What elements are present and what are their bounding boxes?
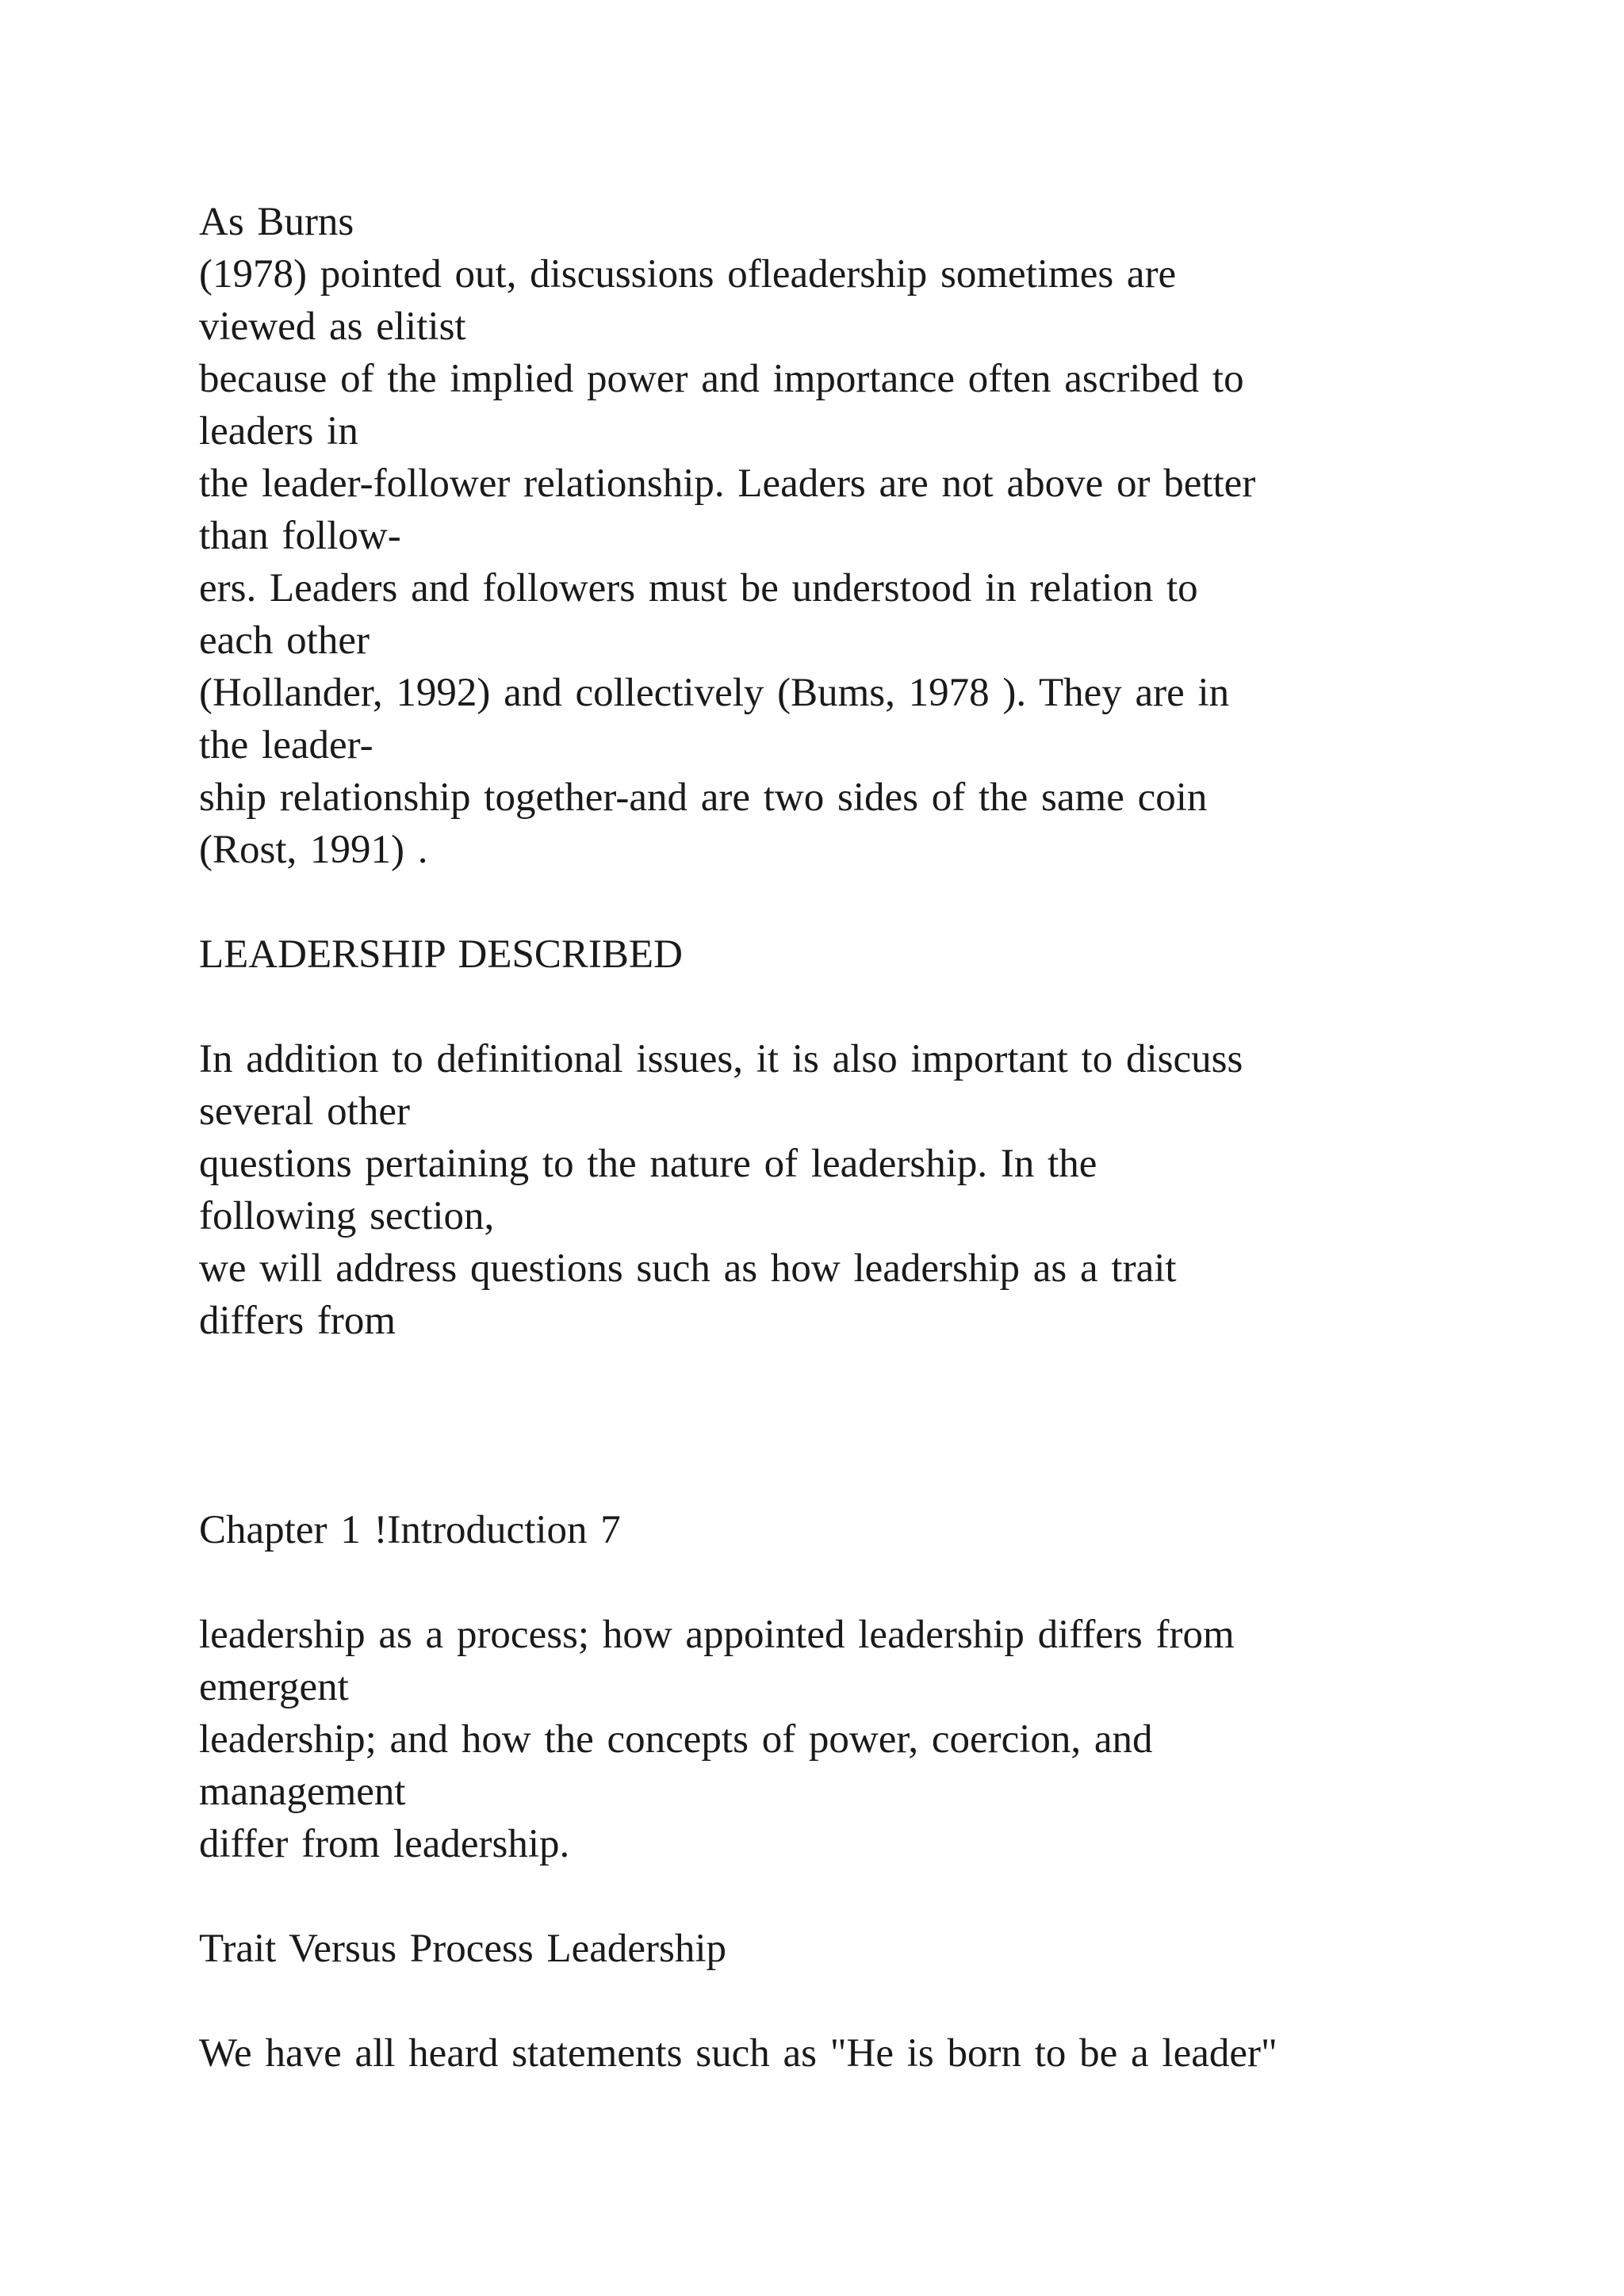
- text-line: management: [199, 1770, 406, 1814]
- blank-line: [199, 1870, 1507, 1923]
- text-line: As Burns: [199, 200, 354, 244]
- text-line: ship relationship together-and are two sides of the same coin: [199, 775, 1208, 820]
- paragraph-definitional-issues: [199, 1033, 1507, 1347]
- text-line: following section,: [199, 1194, 495, 1238]
- text-line: leaders in: [199, 409, 358, 453]
- blank-line: [199, 981, 1507, 1033]
- document-body: [199, 196, 1507, 2080]
- text-line: differ from leadership.: [199, 1822, 570, 1866]
- blank-space: [199, 1347, 1507, 1504]
- running-header: Chapter 1 !Introduction 7: [199, 1508, 621, 1552]
- text-line: than follow-: [199, 514, 401, 558]
- paragraph-burns: [199, 196, 1507, 876]
- text-line: leadership; and how the concepts of power, coercion, and: [199, 1717, 1153, 1762]
- text-line: (Rost, 1991) .: [199, 828, 428, 872]
- blank-line: [199, 1556, 1507, 1609]
- text-line: questions pertaining to the nature of leadership. In the: [199, 1142, 1097, 1186]
- blank-line: [199, 876, 1507, 928]
- section-heading-trait-versus-process: Trait Versus Process Leadership: [199, 1927, 727, 1971]
- text-line: We have all heard statements such as "He is born to be a leader": [199, 2031, 1277, 2076]
- text-line: In addition to definitional issues, it is also important to discuss: [199, 1037, 1243, 1081]
- text-line: because of the implied power and importance often ascribed to: [199, 357, 1244, 401]
- paragraph-trait-process: [199, 1609, 1507, 1870]
- text-line: the leader-follower relationship. Leaders are not above or better: [199, 461, 1256, 506]
- text-line: each other: [199, 618, 370, 663]
- text-line: ers. Leaders and followers must be understood in relation to: [199, 566, 1198, 610]
- text-line: differs from: [199, 1299, 396, 1343]
- text-line: emergent: [199, 1665, 349, 1709]
- text-line: leadership as a process; how appointed leadership differs from: [199, 1613, 1235, 1657]
- blank-line: [199, 1975, 1507, 2027]
- text-line: the leader-: [199, 723, 373, 767]
- paragraph-born-leader: [199, 2027, 1507, 2080]
- section-heading-leadership-described: LEADERSHIP DESCRIBED: [199, 932, 683, 977]
- text-line: (Hollander, 1992) and collectively (Bums, 1978 ). They are in: [199, 671, 1230, 715]
- text-line: (1978) pointed out, discussions ofleadership sometimes are: [199, 252, 1177, 297]
- text-line: viewed as elitist: [199, 304, 466, 349]
- text-line: we will address questions such as how leadership as a trait: [199, 1246, 1177, 1291]
- text-line: several other: [199, 1089, 410, 1134]
